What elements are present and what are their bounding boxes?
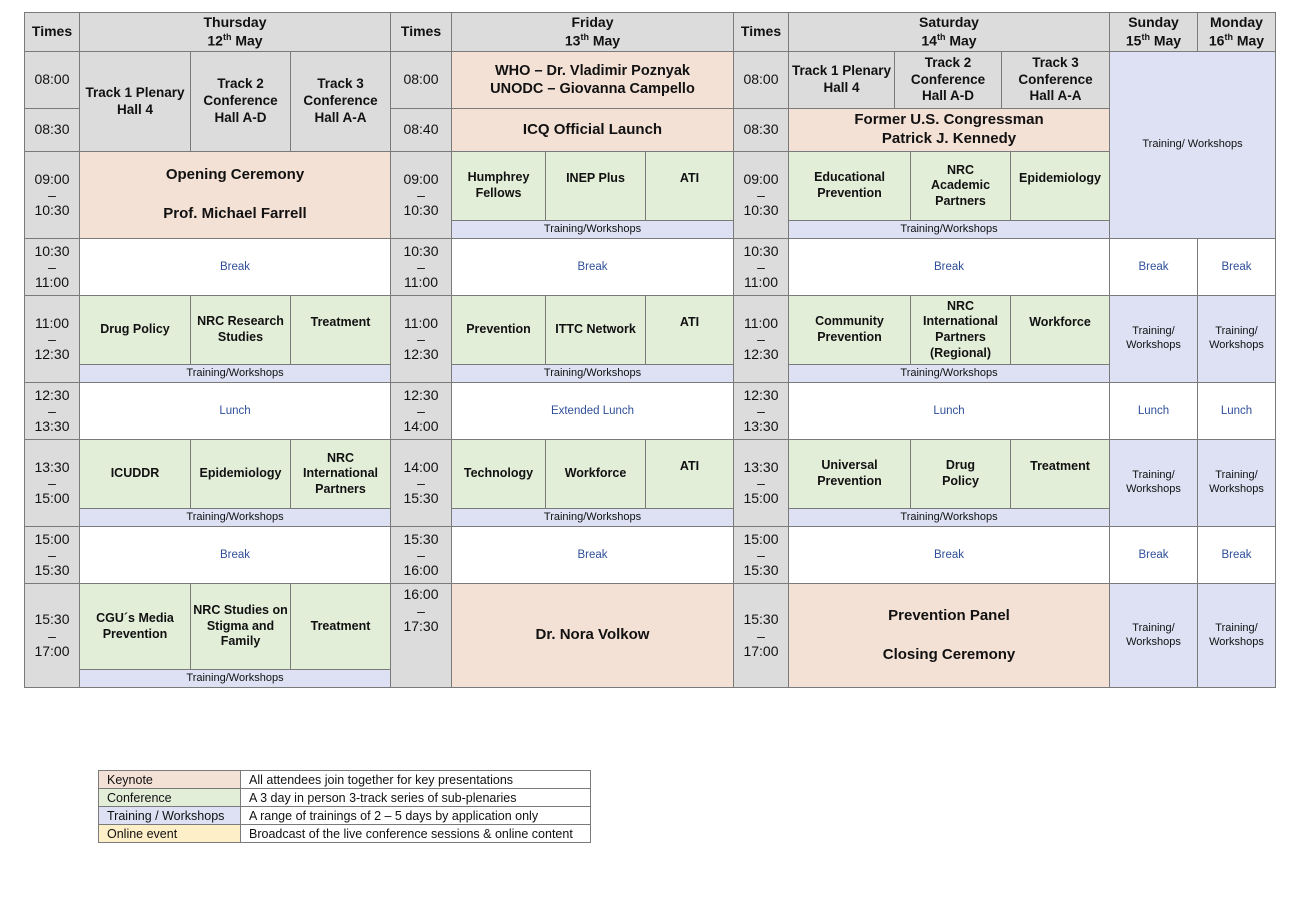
- sat-session-workforce: Workforce: [1010, 295, 1110, 365]
- header-friday: Friday 13th May: [451, 12, 734, 52]
- thu-session-icuddr: ICUDDR: [79, 439, 191, 509]
- fri-session-ittc: ITTC Network: [545, 295, 646, 365]
- legend-training-label: Training / Workshops: [98, 806, 241, 825]
- mon-training-2: Training/ Workshops: [1197, 295, 1276, 383]
- sat-time-1100: 11:00 – 12:30: [733, 295, 789, 383]
- sat-session-universal-prevention: Universal Prevention: [788, 439, 911, 509]
- fri-session-ati-1: ATI: [645, 151, 734, 221]
- fri-extended-lunch: Extended Lunch: [451, 382, 734, 440]
- mon-lunch: Lunch: [1197, 382, 1276, 440]
- sun-break-1: Break: [1109, 238, 1198, 296]
- fri-break-2: Break: [451, 526, 734, 584]
- thu-training-bar-3: Training/Workshops: [79, 669, 391, 688]
- fri-keynote-volkow: Dr. Nora Volkow: [451, 583, 734, 688]
- thu-time-1530: 15:30 – 17:00: [24, 583, 80, 688]
- fri-time-0800: 08:00: [390, 51, 452, 109]
- sat-time-1530: 15:30 – 17:00: [733, 583, 789, 688]
- sat-session-educational-prevention: Educational Prevention: [788, 151, 911, 221]
- fri-time-1100: 11:00 – 12:30: [390, 295, 452, 383]
- sat-break-2: Break: [788, 526, 1110, 584]
- thu-time-1330: 13:30 – 15:00: [24, 439, 80, 527]
- thu-session-nrc-stigma: NRC Studies on Stigma and Family: [190, 583, 291, 670]
- mon-break-1: Break: [1197, 238, 1276, 296]
- fri-time-0840: 08:40: [390, 108, 452, 152]
- sat-prevention-panel-closing: Prevention Panel Closing Ceremony: [788, 583, 1110, 688]
- legend-online-desc: Broadcast of the live conference sessions & online content: [240, 824, 591, 843]
- thu-break-2: Break: [79, 526, 391, 584]
- sun-training-2: Training/ Workshops: [1109, 295, 1198, 383]
- sat-lunch: Lunch: [788, 382, 1110, 440]
- sat-session-nrc-international-regional: NRC International Partners (Regional): [910, 295, 1011, 365]
- fri-time-1030: 10:30 – 11:00: [390, 238, 452, 296]
- sat-time-1230: 12:30 – 13:30: [733, 382, 789, 440]
- fri-session-inep-plus: INEP Plus: [545, 151, 646, 221]
- thu-break-1: Break: [79, 238, 391, 296]
- sat-time-1030: 10:30 – 11:00: [733, 238, 789, 296]
- sat-session-nrc-academic: NRC Academic Partners: [910, 151, 1011, 221]
- header-times-thu: Times: [24, 12, 80, 52]
- header-times-fri: Times: [390, 12, 452, 52]
- fri-session-humphrey: Humphrey Fellows: [451, 151, 546, 221]
- fri-training-bar-3: Training/Workshops: [451, 508, 734, 527]
- header-times-sat: Times: [733, 12, 789, 52]
- fri-session-prevention: Prevention: [451, 295, 546, 365]
- sat-track-1: Track 1 Plenary Hall 4: [788, 51, 895, 109]
- thu-session-nrc-international: NRC International Partners: [290, 439, 391, 509]
- mon-break-2: Break: [1197, 526, 1276, 584]
- legend-training-desc: A range of trainings of 2 – 5 days by application only: [240, 806, 591, 825]
- sunmon-training-morning: Training/ Workshops: [1109, 51, 1276, 239]
- thu-time-1100: 11:00 – 12:30: [24, 295, 80, 383]
- thu-track-2: Track 2 Conference Hall A-D: [190, 51, 291, 152]
- thu-time-0830: 08:30: [24, 108, 80, 152]
- legend-keynote-label: Keynote: [98, 770, 241, 789]
- sat-time-0900: 09:00 – 10:30: [733, 151, 789, 239]
- sat-time-1330: 13:30 – 15:00: [733, 439, 789, 527]
- sun-training-3: Training/ Workshops: [1109, 439, 1198, 527]
- thu-time-1500: 15:00 – 15:30: [24, 526, 80, 584]
- thu-session-nrc-research: NRC Research Studies: [190, 295, 291, 365]
- thu-session-cgu-media: CGU´s Media Prevention: [79, 583, 191, 670]
- thu-track-1: Track 1 Plenary Hall 4: [79, 51, 191, 152]
- header-saturday: Saturday 14th May: [788, 12, 1110, 52]
- fri-session-ati-2: ATI: [645, 295, 734, 365]
- sat-session-drug-policy: Drug Policy: [910, 439, 1011, 509]
- legend-online-label: Online event: [98, 824, 241, 843]
- sat-training-bar-3: Training/Workshops: [788, 508, 1110, 527]
- mon-training-3: Training/ Workshops: [1197, 439, 1276, 527]
- sat-track-2: Track 2 Conference Hall A-D: [894, 51, 1002, 109]
- legend-conference-desc: A 3 day in person 3-track series of sub-plenaries: [240, 788, 591, 807]
- thu-training-bar-1: Training/Workshops: [79, 364, 391, 383]
- fri-training-bar-1: Training/Workshops: [451, 220, 734, 239]
- sat-time-0800: 08:00: [733, 51, 789, 109]
- thu-session-treatment-2: Treatment: [290, 583, 391, 670]
- sat-track-3: Track 3 Conference Hall A-A: [1001, 51, 1110, 109]
- fri-session-technology: Technology: [451, 439, 546, 509]
- thu-session-treatment-1: Treatment: [290, 295, 391, 365]
- sat-time-0830: 08:30: [733, 108, 789, 152]
- mon-training-4: Training/ Workshops: [1197, 583, 1276, 688]
- fri-icq-launch: ICQ Official Launch: [451, 108, 734, 152]
- fri-training-bar-2: Training/Workshops: [451, 364, 734, 383]
- sat-session-treatment: Treatment: [1010, 439, 1110, 509]
- sat-session-epidemiology: Epidemiology: [1010, 151, 1110, 221]
- header-sunday: Sunday 15th May: [1109, 12, 1198, 52]
- fri-time-1600: 16:00 – 17:30: [390, 583, 452, 688]
- thu-time-1230: 12:30 – 13:30: [24, 382, 80, 440]
- fri-session-ati-3: ATI: [645, 439, 734, 509]
- thu-time-0900: 09:00 – 10:30: [24, 151, 80, 239]
- sat-session-community-prevention: Community Prevention: [788, 295, 911, 365]
- sat-break-1: Break: [788, 238, 1110, 296]
- legend-conference-label: Conference: [98, 788, 241, 807]
- fri-session-workforce: Workforce: [545, 439, 646, 509]
- sun-break-2: Break: [1109, 526, 1198, 584]
- thu-training-bar-2: Training/Workshops: [79, 508, 391, 527]
- fri-time-0900: 09:00 – 10:30: [390, 151, 452, 239]
- fri-time-1530: 15:30 – 16:00: [390, 526, 452, 584]
- thu-session-drug-policy: Drug Policy: [79, 295, 191, 365]
- sat-time-1500: 15:00 – 15:30: [733, 526, 789, 584]
- fri-time-1230: 12:30 – 14:00: [390, 382, 452, 440]
- thu-time-0800: 08:00: [24, 51, 80, 109]
- fri-break-1: Break: [451, 238, 734, 296]
- thu-track-3: Track 3 Conference Hall A-A: [290, 51, 391, 152]
- thu-time-1030: 10:30 – 11:00: [24, 238, 80, 296]
- sun-training-4: Training/ Workshops: [1109, 583, 1198, 688]
- sun-lunch: Lunch: [1109, 382, 1198, 440]
- header-thursday: Thursday 12th May: [79, 12, 391, 52]
- legend-keynote-desc: All attendees join together for key presentations: [240, 770, 591, 789]
- sat-training-bar-1: Training/Workshops: [788, 220, 1110, 239]
- sat-training-bar-2: Training/Workshops: [788, 364, 1110, 383]
- fri-time-1400: 14:00 – 15:30: [390, 439, 452, 527]
- thu-lunch: Lunch: [79, 382, 391, 440]
- sat-keynote-kennedy: Former U.S. Congressman Patrick J. Kennedy: [788, 108, 1110, 152]
- thu-opening-ceremony: Opening Ceremony Prof. Michael Farrell: [79, 151, 391, 239]
- thu-session-epidemiology: Epidemiology: [190, 439, 291, 509]
- fri-keynote-who-unodc: WHO – Dr. Vladimir Poznyak UNODC – Giovanna Campello: [451, 51, 734, 109]
- header-monday: Monday 16th May: [1197, 12, 1276, 52]
